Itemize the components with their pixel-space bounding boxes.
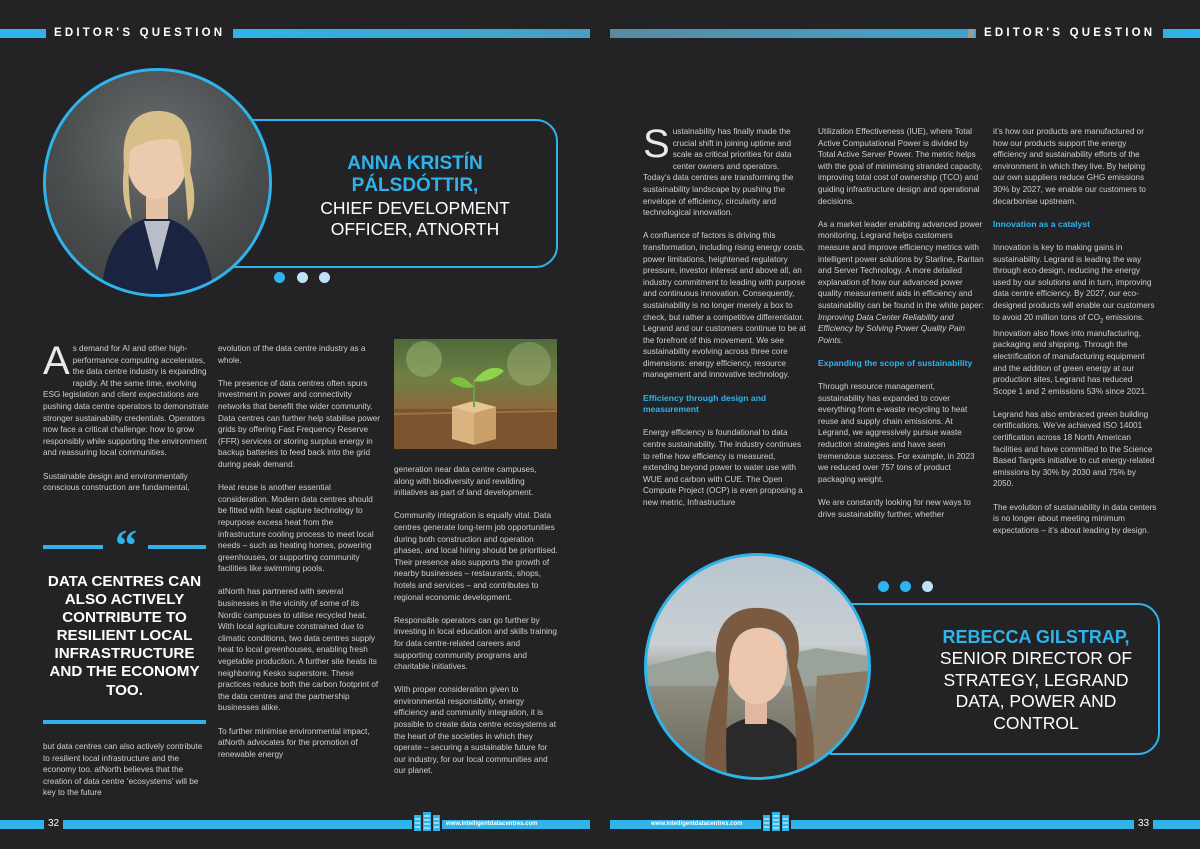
footer-logo-right (761, 811, 791, 833)
left-person-title: CHIEF DEVELOPMENT OFFICER, ATNORTH (320, 198, 510, 239)
left-article-col1 (43, 339, 209, 505)
right-dot-3 (922, 581, 933, 592)
right-dot-2 (900, 581, 911, 592)
left-person-portrait (43, 68, 272, 297)
right-col1-p2: A confluence of factors is driving this transformation, including rising energy costs, power limitations, heightened regulatory pressure, investor interest and above all, an industry commitment to leading with purpose and continuous innovation. Consequently, sustainability is no longer merely a box to check, but rather a competitive differentiator. Legrand and our customers continue to be at the forefront of this movement. We see sustainability evolving across three core dimensions: energy efficiency, resource management and innovative technology. (643, 231, 806, 380)
footer-url-left[interactable]: www.intelligentdatacentres.com (446, 821, 538, 827)
header-label-left: EDITOR'S QUESTION (46, 26, 233, 41)
left-col2-p2: The presence of data centres often spurs investment in power and connectivity networks that benefit the wider community. Data centres can further help stabilise power grids by offering Fast Frequency Reserve (FFR) services or storing surplus energy in backup batteries to feed back into the grid during peak demand. (218, 378, 381, 469)
pullquote-rule-left (43, 545, 103, 549)
pullquote-text: DATA CENTRES CAN ALSO ACTIVELY CONTRIBUTE TO RESILIENT LOCAL INFRASTRUCTURE AND THE ECONOMY TOO. (47, 573, 202, 699)
header-marker-right (968, 29, 974, 38)
right-name-box (830, 603, 1160, 755)
left-person-name: ANNA KRISTÍN PÁLSDÓTTIR, (347, 153, 483, 196)
right-person-name: REBECCA GILSTRAP, (942, 627, 1130, 647)
left-col2-p4: atNorth has partnered with several businesses in the vicinity of some of its Nordic campuses to utilise recycled heat. With local agriculture constrained due to climatic conditions, two data centres supply heat to local greenhouses, enabling fresh vegetable production. A further site heats its neighboring Kesko superstore. These practices reduce both the carbon footprint of the data centres and the partnership businesses alike. (218, 587, 379, 713)
page-number-left: 32 (44, 818, 63, 829)
pullquote-rule-right (148, 545, 206, 549)
right-col3-heading: Innovation as a catalyst (993, 218, 1090, 229)
left-col1-p1: s demand for AI and other high-performance computing accelerates, the data centre industry is expanding rapidly. At the same time, evolving ESG legislation and client expectations are pushing data centre operators to demonstrate stronger sustainability credentials. Operators now face a critical challenge: how to grow responsibly while supporting the environment and reassuring local communities. (43, 344, 209, 458)
right-col3-p2a: Innovation is key to making gains in sustainability. Legrand is leading the way through eco-design, reducing the energy used by our solutions and in turn, improving data centre efficiency. By 2027, our eco-designed products will enable our customers to avoid 20 million tons of CO (993, 242, 1155, 322)
right-person-title: SENIOR DIRECTOR OF STRATEGY, LEGRAND DATA, POWER AND CONTROL (939, 648, 1133, 733)
right-col2-heading: Expanding the scope of sustainability (818, 357, 973, 368)
page-number-right: 33 (1134, 818, 1153, 829)
right-col3-p1: it’s how our products are manufactured or how our products support the energy efficiency and sustainability efforts of the environment in which they live. By helping our own suppliers reduce GHG emissions 30% by 2027, we enable our customers to decarbonise upstream. (993, 127, 1146, 206)
header-label-right: EDITOR'S QUESTION (976, 26, 1163, 41)
pullquote-rule-bottom (43, 720, 206, 724)
right-col2-p2b: Improving Data Center Reliability and Efficiency by Solving Power Quality Pain Points. (818, 312, 965, 345)
footer-logo-left (412, 811, 442, 833)
right-col3-p3: Legrand has also embraced green building certifications. We’ve achieved ISO 14001 certification across 18 North American facilities and have committed to the Science Based Targets initiative to cut energy-related emissions by 30% by 2030 and 75% by 2050. (993, 409, 1155, 489)
right-col2-p4: We are constantly looking for new ways to drive sustainability further, whether (818, 498, 971, 519)
left-col2-p5: To further minimise environmental impact, atNorth advocates for the promotion of renewable energy (218, 726, 370, 759)
right-article-col3 (993, 126, 1157, 548)
right-col2-p1: Utilization Effectiveness (IUE), where Total Active Computational Power is divided by Total Active Server Power. The metric helps with the goal of minimising stranded capacity, improving total cost of ownership (TCO) and guiding infrastructure design and operational decisions. (818, 127, 983, 206)
left-col1-p2: Sustainable design and environmentally conscious construction are fundamental, (43, 471, 190, 493)
left-dot-2 (297, 272, 308, 283)
left-article-col2 (218, 343, 381, 772)
left-col3-p2: Community integration is equally vital. Data centres generate long-term job opportunities during both construction and operation phases, and local hiring should be prioritised. Their presence also supports the growth of nearby businesses – restaurants, shops, hotels and services – and contributes to regional economic development. (394, 511, 558, 602)
left-article-col3 (394, 464, 558, 789)
right-col1-p1: ustainability has finally made the crucial shift in joining uptime and scale as critical priorities for data center owners and operators. Today’s data centres are transforming the sustainability landscape by pushing the envelope of efficiency, circularity and technological innovation. (643, 127, 794, 218)
right-col1-p3: Energy efficiency is foundational to data centre sustainability. The industry continues to refine how efficiency is measured, extending beyond power to water use with WUE and carbon with CUE. The Open Compute Project (OCP) is even proposing a new metric, Infrastructure (643, 428, 803, 507)
right-dot-1 (878, 581, 889, 592)
right-col3-p2sub: 2 (1099, 318, 1104, 325)
left-col2-p3: Heat reuse is another essential consideration. Modern data centres should be fitted with heat capture technology to repurpose excess heat from the infrastructure cooling process to meet local needs – such as heating homes, powering greenhouses, or supporting community facilities like swimming pools. (218, 483, 374, 574)
left-col1-p3: but data centres can also actively contribute to resilient local infrastructure and the economy too. atNorth believes that the creation of data centre ‘ecosystems’ will be key to the future (43, 742, 203, 798)
left-dot-3 (319, 272, 330, 283)
left-article-col1-cont (43, 741, 209, 811)
right-col3-p2b: emissions. Innovation also flows into manufacturing, packaging and shipping. Through the electrification of manufacturing equipment and the addition of green energy at our production sites, Legrand has reduced Scope 1 and 2 emissions 53% since 2021. (993, 312, 1148, 396)
left-col3-p4: With proper consideration given to environmental responsibility, energy efficiency and community integration, it is possible to create data centre ecosystems at the heart of the societies in which they operate – securing a sustainable future for our industry, for our local communities and our planet. (394, 685, 557, 776)
left-col2-p1: evolution of the data centre industry as a whole. (218, 344, 366, 365)
right-col2-p3: Through resource management, sustainability has expanded to cover everything from e-waste recycling to heat reuse and supply chain emissions. At Legrand, we aggressively pursue waste reduction strategies and have seen tremendous success. For example, in 2023 we reduced over 757 tons of product packaging weight. (818, 382, 975, 484)
right-article-col2 (818, 126, 984, 532)
seedling-image (394, 339, 557, 449)
drop-cap-a: A (43, 339, 70, 383)
right-article-col1 (643, 122, 807, 520)
quote-mark: “ (115, 521, 137, 570)
right-col3-p4: The evolution of sustainability in data centers is no longer about meeting minimum expectations – it’s about leading by design. (993, 502, 1157, 535)
drop-cap-s: S (643, 122, 670, 166)
footer-url-right[interactable]: www.intelligentdatacentres.com (651, 821, 743, 827)
left-dot-1 (274, 272, 285, 283)
right-col2-p2a: As a market leader enabling advanced power monitoring, Legrand helps customers measure and improve efficiency metrics with intelligent power solutions by Starline, Raritan and Server Technology. A more detailed explanation of how our advanced power quality measurement aids in efficiency and sustainability can be found in the white paper: (818, 219, 984, 310)
left-col3-p3: Responsible operators can go further by investing in local education and skills training for data centre-related careers and supporting community programs and charitable initiatives. (394, 615, 557, 672)
right-col1-heading: Efficiency through design and measurement (643, 392, 767, 415)
right-person-portrait (644, 553, 871, 780)
left-col3-p1: generation near data centre campuses, along with biodiversity and rewilding initiatives as part of land development. (394, 465, 537, 498)
